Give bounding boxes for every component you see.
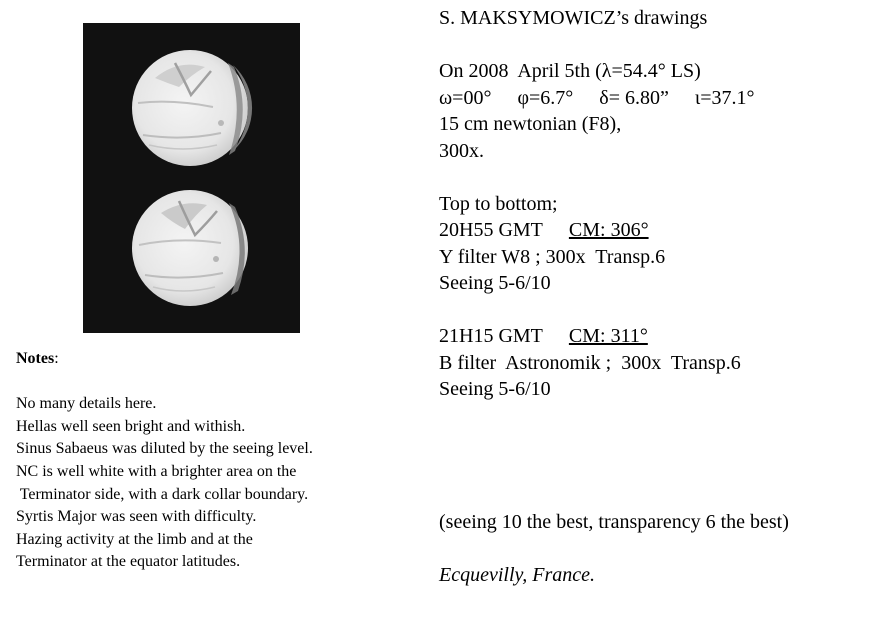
notes-line: Terminator at the equator latitudes.: [16, 553, 241, 571]
drawing-2-time-cm: [439, 323, 869, 350]
spacer: [439, 482, 869, 509]
notes-title: [16, 348, 406, 371]
drawing-2-cm: CM: 311°: [568, 325, 648, 347]
drawing-1-seeing: Seeing 5-6/10: [439, 272, 551, 294]
drawing-1-time: 20H55 GMT: [439, 219, 543, 241]
param-delta: δ= 6.80”: [599, 86, 669, 109]
notes-line: No many details here.: [16, 395, 157, 413]
notes-line: Hellas well seen bright and withish.: [16, 417, 246, 435]
spacer: [439, 32, 869, 59]
notes-spacer: [16, 371, 406, 394]
magnification: 300x.: [439, 139, 484, 162]
notes-line: Sinus Sabaeus was diluted by the seeing level.: [16, 440, 313, 458]
param-omega: ω=00°: [439, 86, 492, 109]
mars-drawings-svg: [83, 23, 300, 333]
observation-details: [439, 5, 869, 588]
spacer: [439, 297, 869, 324]
scale-note: (seeing 10 the best, transparency 6 the best): [439, 510, 789, 533]
instrument: 15 cm newtonian (F8),: [439, 113, 622, 135]
notes-section: [16, 348, 406, 574]
notes-line: Terminator side, with a dark collar boundary.: [16, 485, 309, 503]
drawing-1-filter: Y filter W8 ; 300x Transp.6: [439, 245, 666, 268]
drawing-2-seeing: Seeing 5-6/10: [439, 378, 551, 400]
notes-line: Syrtis Major was seen with difficulty.: [16, 508, 257, 526]
spacer: [439, 456, 869, 483]
drawing-1-cm: CM: 306°: [568, 219, 649, 241]
spacer: [439, 164, 869, 191]
param-phi: φ=6.7°: [517, 86, 574, 109]
notes-heading: Notes: [16, 350, 55, 367]
notes-colon: :: [54, 350, 59, 367]
observation-date: On 2008 April 5th (λ=54.4° LS): [439, 60, 701, 82]
spacer: [439, 535, 869, 562]
sequence-heading: Top to bottom;: [439, 192, 558, 215]
spacer: [439, 403, 869, 430]
notes-line: NC is well white with a brighter area on the: [16, 462, 297, 480]
observation-parameters: [439, 85, 869, 112]
drawing-1-time-cm: [439, 217, 869, 244]
page-title: S. MAKSYMOWICZ’s drawings: [439, 7, 708, 29]
param-iota: ι=37.1°: [694, 86, 755, 109]
drawing-2-filter: B filter Astronomik ; 300x Transp.6: [439, 351, 741, 374]
spacer: [439, 429, 869, 456]
drawing-2-time: 21H15 GMT: [439, 325, 543, 347]
notes-line: Hazing activity at the limb and at the: [16, 530, 253, 548]
location: Ecquevilly, France.: [439, 563, 596, 586]
mars-drawings-image: [83, 23, 300, 333]
mars-disk-top: [132, 50, 252, 166]
mars-disk-bottom: [132, 190, 248, 306]
